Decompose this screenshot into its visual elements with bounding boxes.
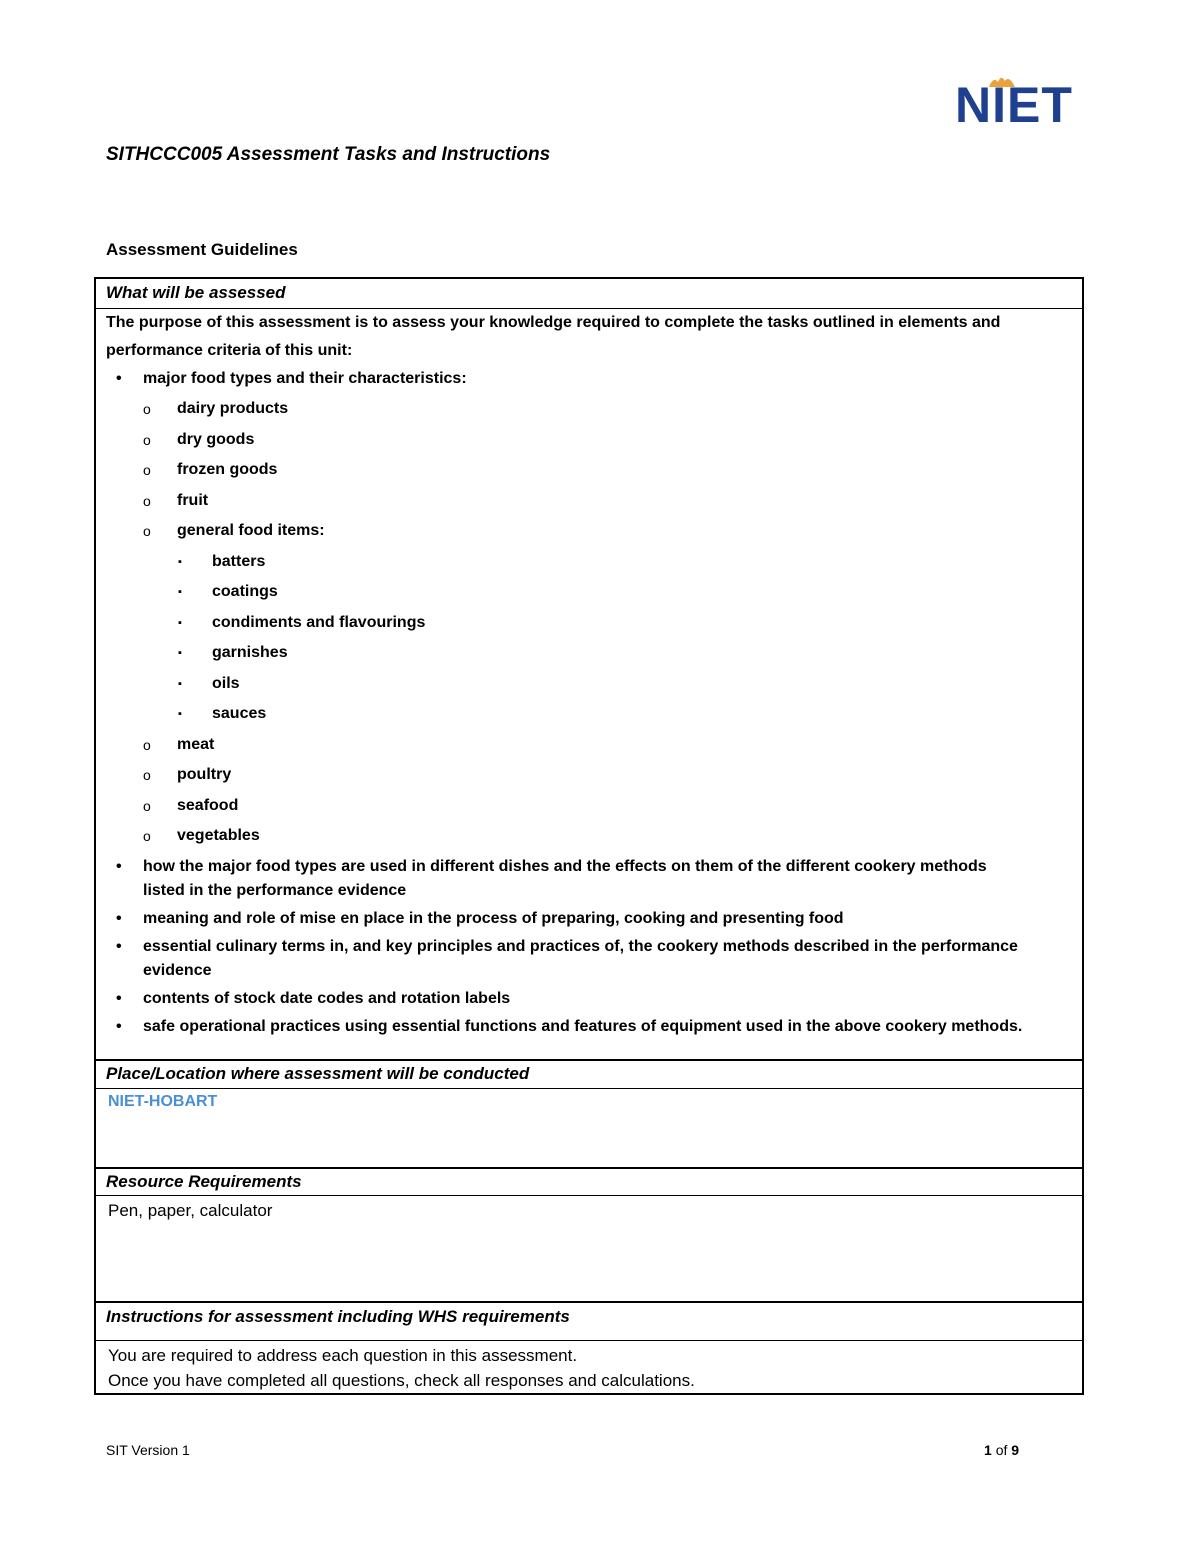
bullet-icon: •	[116, 857, 122, 875]
list-item-text: fruit	[177, 491, 209, 509]
list-item-text: oils	[212, 674, 240, 692]
footer-version: SIT Version 1	[106, 1442, 190, 1458]
instructions-line-2: Once you have completed all questions, check all responses and calculations.	[108, 1371, 695, 1390]
list-item-text: general food items:	[177, 522, 325, 539]
location-header: Place/Location where assessment will be conducted	[96, 1059, 1082, 1089]
bullet-icon: •	[116, 370, 122, 387]
instructions-cell	[96, 1341, 1082, 1393]
list-item-text: vegetables	[177, 827, 260, 844]
square-bullet-icon: ▪	[178, 708, 182, 720]
location-cell	[96, 1089, 1082, 1167]
circle-bullet-icon: o	[143, 797, 151, 814]
list-item-text: meat	[177, 735, 215, 753]
bullet-icon: •	[116, 937, 122, 955]
circle-bullet-icon: o	[143, 828, 151, 844]
resources-cell	[96, 1196, 1082, 1301]
list-item-text: garnishes	[212, 644, 288, 661]
list-item-text: essential culinary terms in, and key principles and practices of, the cookery methods described in the performance	[143, 937, 1018, 955]
bullet-icon: •	[116, 1017, 122, 1035]
instructions-header: Instructions for assessment including WHS requirements	[96, 1301, 1082, 1341]
list-item-text: safe operational practices using essential functions and features of equipment used in the above cookery methods.	[143, 1017, 1023, 1035]
purpose-line-2: performance criteria of this unit:	[106, 342, 353, 359]
list-item-text: poultry	[177, 766, 232, 783]
circle-bullet-icon: o	[143, 462, 151, 478]
bullet-icon: •	[116, 989, 122, 1007]
niet-logo	[955, 74, 1095, 133]
list-item-text: contents of stock date codes and rotation labels	[143, 989, 511, 1007]
list-item-text: meaning and role of mise en place in the process of preparing, cooking and presenting food	[143, 909, 844, 927]
page-of: of	[995, 1442, 1008, 1458]
bullet-icon: •	[116, 909, 122, 927]
instructions-line-1: You are required to address each question in this assessment.	[108, 1346, 578, 1365]
list-item-text: dry goods	[177, 430, 255, 448]
page-total: 9	[1011, 1442, 1020, 1458]
square-bullet-icon: ▪	[178, 555, 182, 568]
assessed-header: What will be assessed	[96, 279, 1082, 309]
list-item-text: seafood	[177, 796, 239, 814]
circle-bullet-icon: o	[143, 401, 151, 417]
square-bullet-icon: ▪	[178, 616, 182, 629]
resources-header: Resource Requirements	[96, 1167, 1082, 1196]
circle-bullet-icon: o	[143, 736, 151, 753]
document-title: SITHCCC005 Assessment Tasks and Instructions	[106, 144, 551, 165]
page-current: 1	[984, 1442, 992, 1458]
circle-bullet-icon: o	[143, 492, 151, 509]
square-bullet-icon: ▪	[178, 647, 182, 659]
list-item-text: batters	[212, 552, 266, 570]
assessed-content	[96, 309, 1082, 1059]
resources-value: Pen, paper, calculator	[108, 1201, 273, 1220]
logo-text: NIET	[955, 77, 1073, 133]
list-item-text: sauces	[212, 705, 267, 722]
list-item-text: listed in the performance evidence	[143, 881, 407, 899]
square-bullet-icon: ▪	[178, 677, 182, 690]
section-title: Assessment Guidelines	[106, 240, 298, 259]
list-item-text: evidence	[143, 961, 212, 979]
list-item-text: dairy products	[177, 400, 289, 417]
circle-bullet-icon: o	[143, 523, 151, 539]
list-item-text: frozen goods	[177, 461, 278, 478]
location-value: NIET-HOBART	[108, 1093, 218, 1110]
assessment-guidelines-table	[94, 277, 1084, 1395]
circle-bullet-icon: o	[143, 767, 151, 783]
purpose-line-1: The purpose of this assessment is to assess your knowledge required to complete the tasks outlined in elements and	[106, 314, 1001, 331]
list-item-text: how the major food types are used in different dishes and the effects on them of the different cookery methods	[143, 857, 987, 875]
page-number	[984, 1442, 1019, 1458]
list-item-text: condiments and flavourings	[212, 613, 426, 631]
list-item-text: coatings	[212, 583, 278, 600]
circle-bullet-icon: o	[143, 431, 151, 448]
square-bullet-icon: ▪	[178, 586, 182, 598]
list-item-text: major food types and their characteristics:	[143, 370, 467, 387]
